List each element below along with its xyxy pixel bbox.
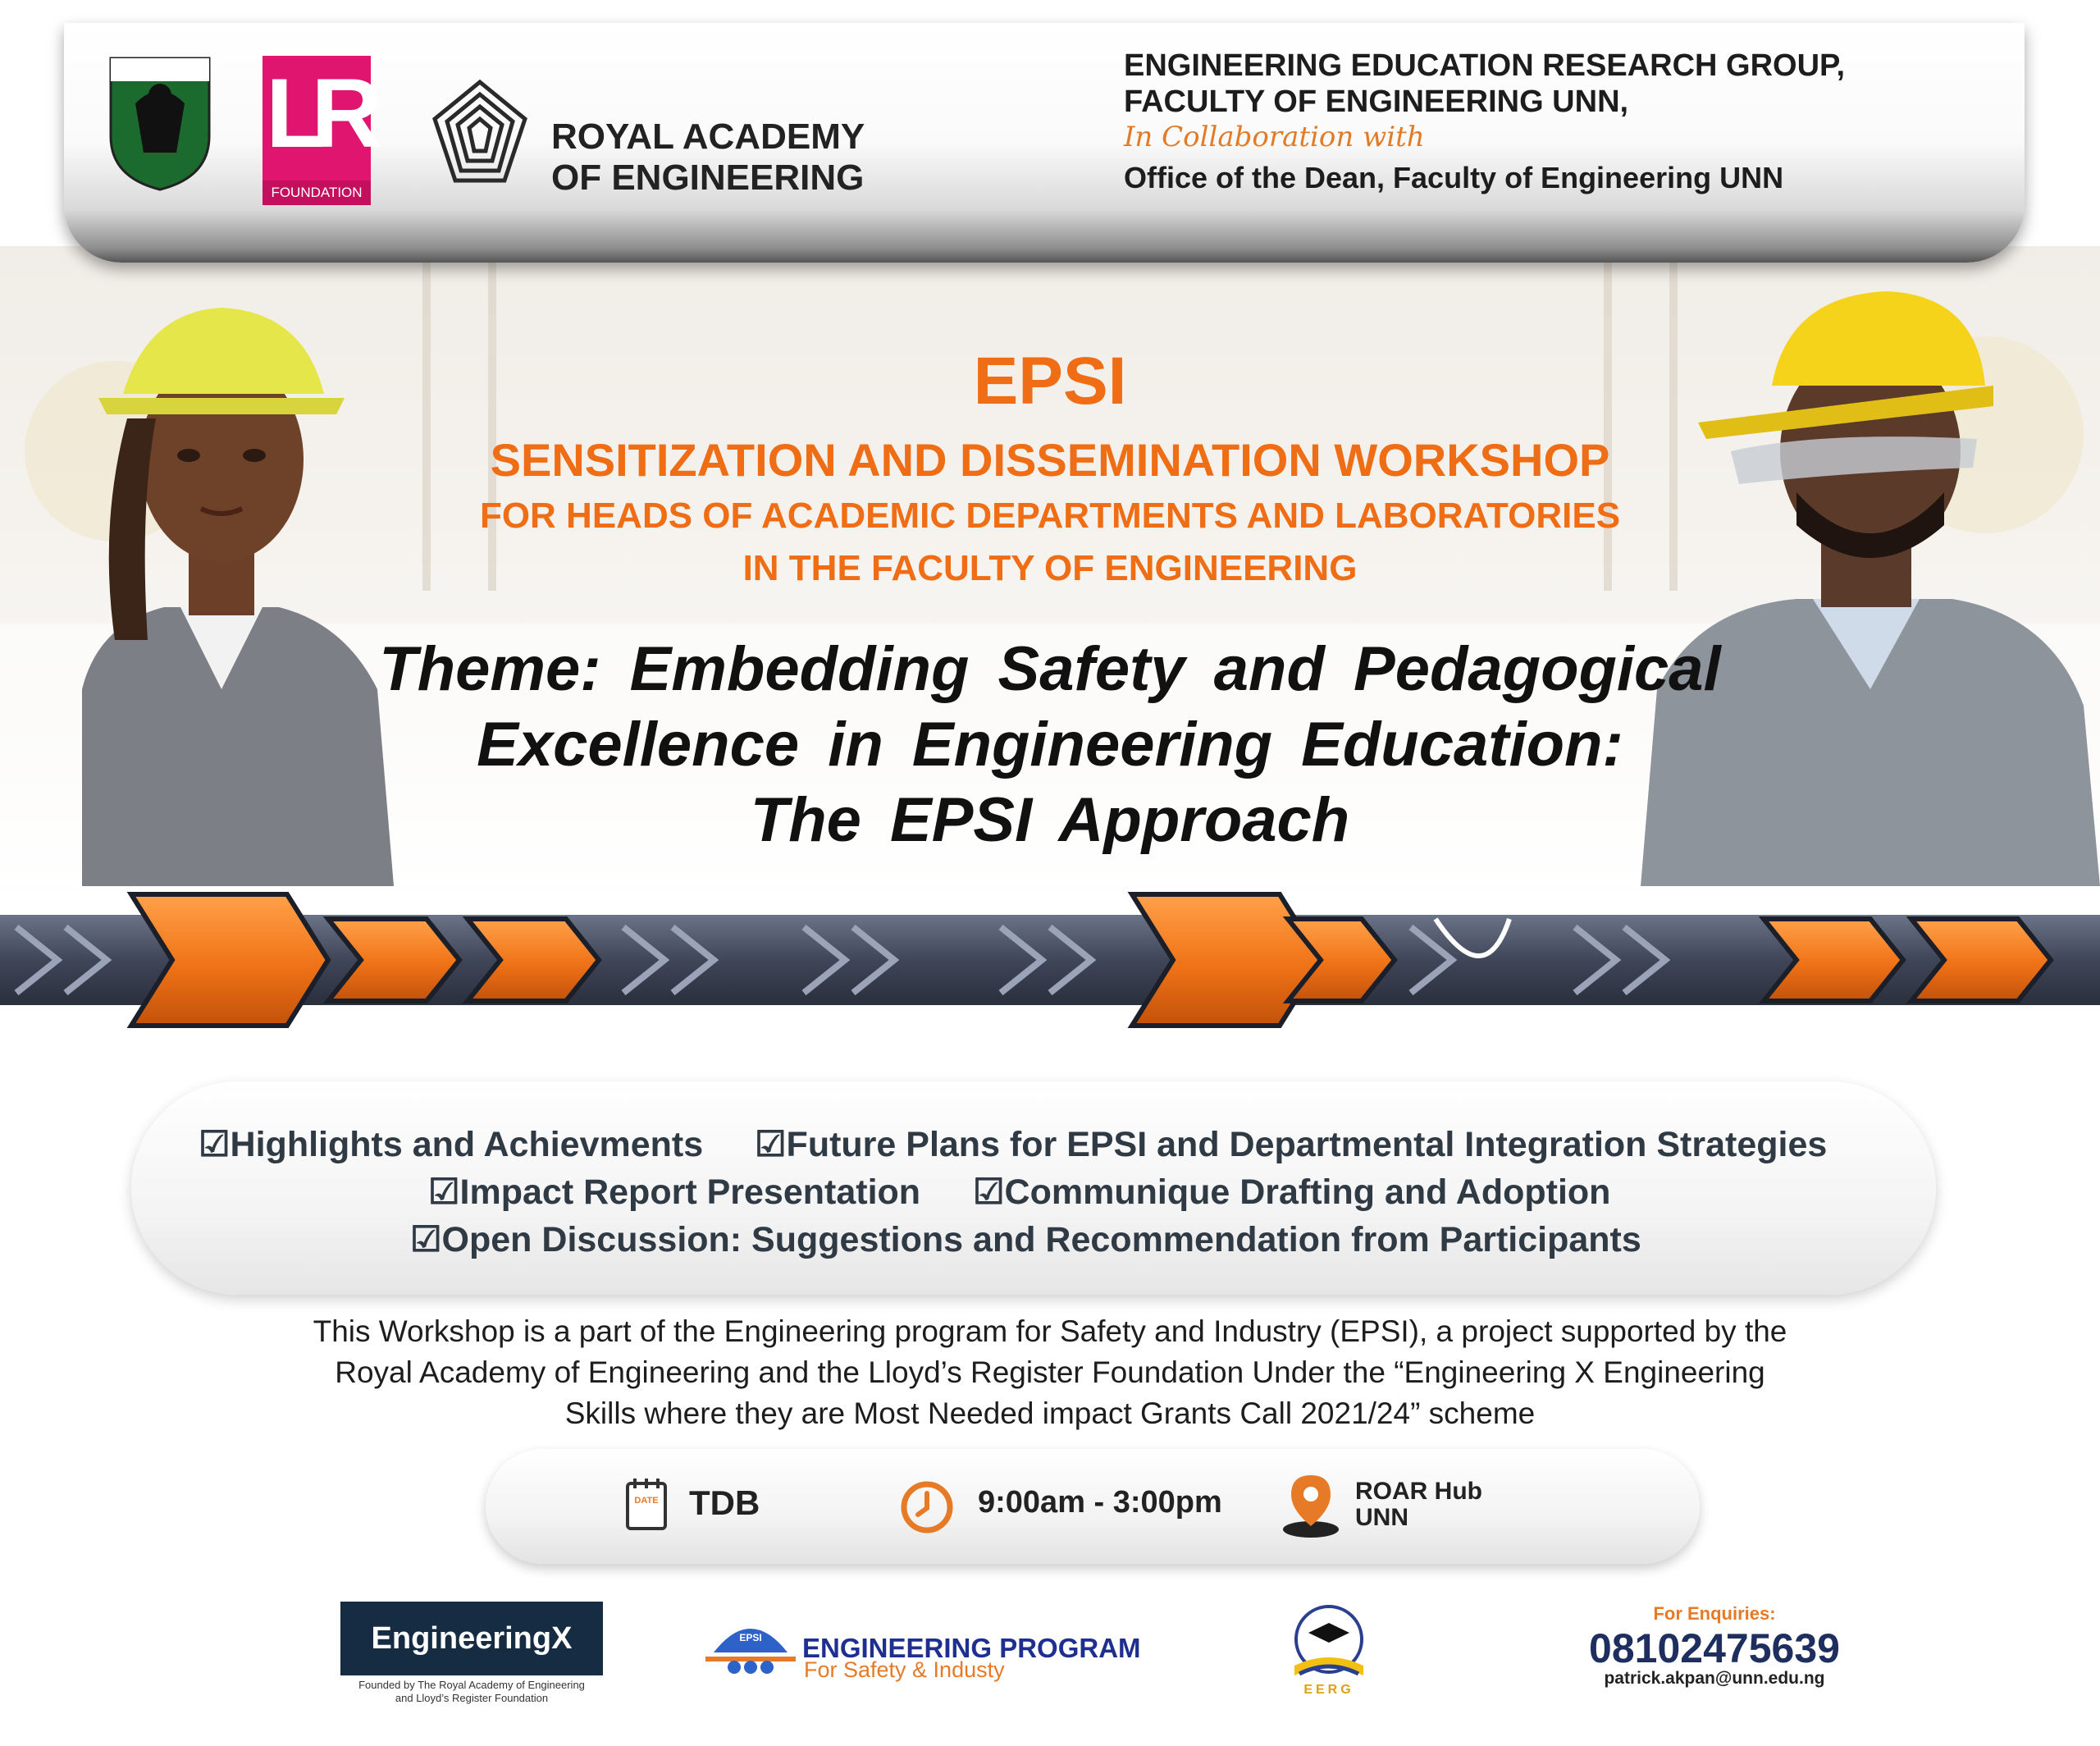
description-line-1: This Workshop is a part of the Engineering program for Safety and Industry (EPSI), a project supported by the [313, 1314, 1787, 1348]
group-line-1: ENGINEERING EDUCATION RESEARCH GROUP, [1124, 48, 1846, 83]
epsi-badge-label: EPSI [739, 1632, 762, 1643]
highlight-item: ☑Highlights and Achievments [199, 1125, 704, 1164]
engineering-program-subtitle: For Safety & Industy [804, 1657, 1005, 1682]
clock-icon [900, 1480, 954, 1534]
rae-line-1: ROYAL ACADEMY [551, 117, 865, 157]
highlight-item: ☑Future Plans for EPSI and Departmental Integration Strategies [755, 1125, 1828, 1164]
audience-line-1: FOR HEADS OF ACADEMIC DEPARTMENTS AND LABORATORIES [479, 496, 1621, 536]
epsi-program-badge-icon [705, 1613, 796, 1679]
unn-crest-icon [107, 54, 213, 194]
theme-line-1: Theme: Embedding Safety and Pedagogical [379, 634, 1721, 704]
event-details-panel [486, 1449, 1700, 1564]
enquiries-email[interactable]: patrick.akpan@unn.edu.ng [1604, 1669, 1825, 1688]
event-date: TDB [689, 1483, 760, 1522]
epsi-title: EPSI [973, 344, 1127, 418]
engx-caption-line-1: Founded by The Royal Academy of Engineering [358, 1679, 585, 1691]
eerg-logo-icon [1280, 1600, 1378, 1698]
audience-line-2: IN THE FACULTY OF ENGINEERING [742, 548, 1358, 588]
engineering-x-caption [340, 1679, 603, 1705]
calendar-date-label: DATE [634, 1496, 659, 1506]
highlight-item: ☑Impact Report Presentation [428, 1172, 921, 1212]
enquiries-phone[interactable]: 08102475639 [1589, 1625, 1840, 1671]
theme-line-3: The EPSI Approach [750, 785, 1350, 855]
description-line-3: Skills where they are Most Needed impact Grants Call 2021/24” scheme [564, 1396, 1536, 1430]
lr-foundation-label: FOUNDATION [262, 181, 371, 205]
group-line-2: FACULTY OF ENGINEERING UNN, [1124, 85, 1629, 119]
highlight-item: ☑Open Discussion: Suggestions and Recommendation from Participants [410, 1220, 1641, 1259]
workshop-title: SENSITIZATION AND DISSEMINATION WORKSHOP [490, 434, 1610, 486]
event-time: 9:00am - 3:00pm [978, 1485, 1222, 1520]
venue-line-2: UNN [1355, 1504, 1408, 1531]
eerg-label: EERG [1303, 1683, 1354, 1697]
engineering-x-logo: EngineeringX [340, 1602, 603, 1675]
theme-block [271, 632, 1829, 858]
location-pin-icon [1280, 1472, 1342, 1539]
rae-line-2: OF ENGINEERING [551, 158, 865, 198]
organizer-block [1124, 48, 1993, 199]
lr-letters: LR [266, 58, 368, 168]
enquiries-label: For Enquiries: [1653, 1603, 1776, 1624]
engineering-program-title: ENGINEERING PROGRAM [802, 1633, 1141, 1663]
lr-foundation-logo [262, 56, 371, 205]
dean-office-line: Office of the Dean, Faculty of Engineering UNN [1124, 161, 1784, 194]
highlights-panel [131, 1081, 1936, 1295]
theme-line-2: Excellence in Engineering Education: [477, 710, 1623, 779]
royal-academy-mark-icon [427, 74, 533, 189]
chevron-arrow-band [0, 870, 2100, 1050]
event-venue [1355, 1479, 1482, 1531]
royal-academy-name [551, 117, 865, 199]
engx-caption-line-2: and Lloyd’s Register Foundation [395, 1692, 549, 1704]
highlight-item: ☑Communique Drafting and Adoption [973, 1172, 1611, 1212]
calendar-icon [625, 1477, 668, 1531]
description-line-2: Royal Academy of Engineering and the Lloyd’s Register Foundation Under the “Engineering X Engineering [335, 1355, 1765, 1389]
workshop-description [221, 1311, 1879, 1434]
collaboration-label: In Collaboration with [1124, 121, 1425, 153]
venue-line-1: ROAR Hub [1355, 1478, 1482, 1505]
